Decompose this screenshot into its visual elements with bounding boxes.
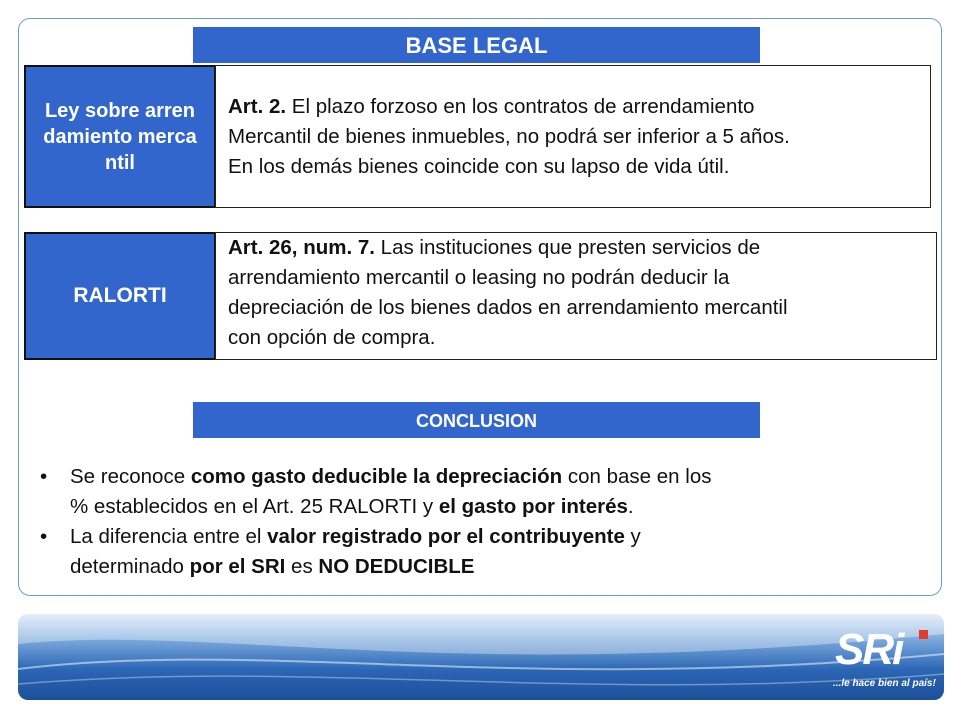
bullet2-text2: y determinado	[70, 525, 641, 578]
ley-label-box	[24, 65, 216, 208]
art2-paragraph	[228, 92, 960, 182]
bullet2-bold3: NO DEDUCIBLE	[318, 555, 475, 578]
art2-lead: Art. 2.	[228, 95, 287, 118]
bullet1-text2: con base en los % establecidos en el Art. 25 RALORTI y	[70, 465, 712, 518]
bullet1-bold1: como gasto deducible la depreciación	[190, 465, 563, 488]
bullet2-text1: La diferencia entre el	[70, 525, 268, 548]
ralorti-label-box	[24, 232, 216, 360]
bullet1-bold2: el gasto por interés	[438, 495, 628, 518]
conclusion-header: CONCLUSION	[193, 402, 760, 438]
sri-logo: SRi	[835, 625, 903, 674]
bullet-icon: •	[40, 525, 48, 548]
bullet2-bold2: por el SRI	[189, 555, 286, 578]
conclusion-list	[36, 462, 926, 582]
bullet1-text3: .	[627, 495, 634, 518]
logo-slogan: ...le hace bien al país!	[833, 678, 936, 689]
bullet2-bold1: valor registrado por el contribuyente	[267, 525, 625, 548]
art26-text: Las instituciones que presten servicios de arrendamiento mercantil o leasing no podrán deducir la depreciación de los bienes dados en arrendamiento mercantil con opción de compra.	[228, 236, 788, 349]
ley-label: Ley sobre arrendamiento mercantil	[43, 99, 197, 174]
footer-banner	[18, 614, 944, 700]
bullet2-text3: es	[285, 555, 319, 578]
bullet1-text1: Se reconoce	[70, 465, 191, 488]
footer-wave-graphic	[18, 614, 944, 700]
list-item	[36, 462, 926, 522]
art2-text: El plazo forzoso en los contratos de arrendamiento Mercantil de bienes inmuebles, no podrá ser inferior a 5 años. En los demás bienes coincide con su lapso de vida útil.	[228, 95, 790, 178]
base-legal-header: BASE LEGAL	[193, 27, 760, 63]
ralorti-label: RALORTI	[73, 284, 167, 307]
art26-lead: Art. 26, num. 7.	[228, 236, 375, 259]
list-item	[36, 522, 926, 582]
art26-paragraph	[228, 233, 960, 353]
bullet-icon: •	[40, 465, 48, 488]
logo-accent-icon	[919, 630, 928, 639]
